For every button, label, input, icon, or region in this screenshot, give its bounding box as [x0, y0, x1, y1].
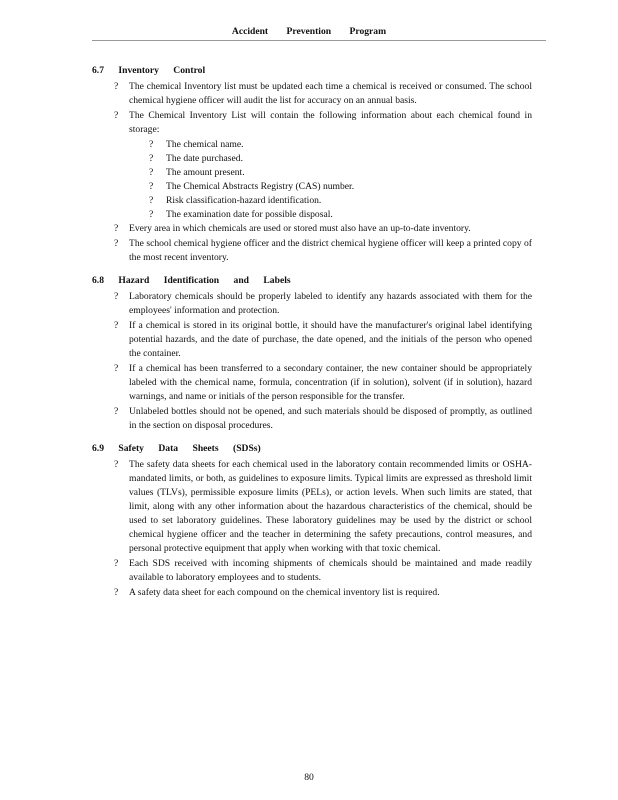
- sub-item-text: The chemical name.: [166, 139, 244, 150]
- sub-list-item: [92, 166, 532, 180]
- bullet-text: Unlabeled bottles should not be opened, and such materials should be disposed of promptly, as outlined in the section on disposal procedures.: [129, 406, 532, 431]
- bullet-icon: ?: [114, 223, 119, 234]
- bullet-icon: ?: [149, 181, 154, 192]
- sub-list-item: [92, 194, 532, 208]
- bullet-text: Each SDS received with incoming shipments of chemicals should be maintained and made readily available to laboratory employees and to students.: [129, 558, 532, 583]
- bullet-icon: ?: [114, 238, 119, 249]
- bullet-item: [92, 405, 532, 433]
- section-number: 6.7: [92, 65, 104, 76]
- bullet-text: If a chemical is stored in its original bottle, it should have the manufacturer's original label identifying potential hazards, and the date of purchase, the date opened, and the initials of the person who opened the container.: [129, 320, 532, 359]
- bullet-item: [92, 237, 532, 265]
- bullet-text: If a chemical has been transferred to a secondary container, the new container should be appropriately labeled with the chemical name, formula, concentration (if in solution), solvent (if in solution), hazard warnings, and name or initials of the person responsible for the transfer.: [129, 363, 532, 402]
- bullet-item: [92, 109, 532, 137]
- section-title: Inventory Control: [118, 65, 206, 76]
- sub-item-text: The amount present.: [166, 167, 245, 178]
- section-number: 6.8: [92, 275, 104, 286]
- page-number: 80: [304, 772, 314, 783]
- running-header: Accident Prevention Program: [231, 26, 387, 37]
- bullet-icon: ?: [149, 195, 154, 206]
- bullet-icon: ?: [114, 81, 119, 92]
- bullet-item: [92, 80, 532, 108]
- bullet-icon: ?: [114, 110, 119, 121]
- section-heading: [92, 274, 532, 288]
- sub-list-item: [92, 138, 532, 152]
- sub-list-item: [92, 208, 532, 222]
- sub-list-item: [92, 152, 532, 166]
- bullet-icon: ?: [114, 320, 119, 331]
- bullet-text: Laboratory chemicals should be properly labeled to identify any hazards associated with them for the employees' information and protection.: [129, 291, 532, 316]
- section-heading: [92, 442, 532, 456]
- sub-item-text: The Chemical Abstracts Registry (CAS) number.: [166, 181, 355, 192]
- section-title: Safety Data Sheets (SDSs): [118, 443, 261, 454]
- bullet-text: The safety data sheets for each chemical used in the laboratory contain recommended limits or OSHA-mandated limits, or both, as guidelines to exposure limits. Typical limits are expressed as threshold limit values (TLVs), permissible exposure limits (PELs), or action levels. When such limits are stated, that limit, along with any other information about the hazardous characteristics of the chemical, should be used to set laboratory guidelines. These laboratory guidelines may be used by the district or school chemical hygiene officer and the teacher in determining the safety precautions, control measures, and personal protective equipment that apply when working with that toxic chemical.: [129, 459, 532, 554]
- sub-list-item: [92, 180, 532, 194]
- bullet-item: [92, 290, 532, 318]
- section-inventory-control: [92, 64, 532, 265]
- page-body: [92, 64, 532, 609]
- bullet-icon: ?: [114, 406, 119, 417]
- bullet-text: The chemical Inventory list must be updated each time a chemical is received or consumed. The school chemical hygiene officer will audit the list for accuracy on an annual basis.: [129, 81, 532, 106]
- bullet-item: [92, 362, 532, 404]
- sub-item-text: The date purchased.: [166, 153, 243, 164]
- bullet-icon: ?: [149, 139, 154, 150]
- bullet-text: The school chemical hygiene officer and the district chemical hygiene officer will keep a printed copy of the most recent inventory.: [129, 238, 532, 263]
- header-rule: [92, 40, 546, 41]
- bullet-icon: ?: [149, 167, 154, 178]
- sub-item-text: Risk classification-hazard identification.: [166, 195, 322, 206]
- bullet-item: [92, 458, 532, 556]
- bullet-text: The Chemical Inventory List will contain the following information about each chemical found in storage:: [129, 110, 532, 135]
- section-heading: [92, 64, 532, 78]
- bullet-icon: ?: [114, 459, 119, 470]
- sub-item-text: The examination date for possible disposal.: [166, 209, 333, 220]
- bullet-icon: ?: [149, 153, 154, 164]
- bullet-item: [92, 557, 532, 585]
- section-number: 6.9: [92, 443, 104, 454]
- bullet-item: [92, 222, 532, 236]
- bullet-icon: ?: [114, 363, 119, 374]
- bullet-icon: ?: [114, 558, 119, 569]
- bullet-item: [92, 586, 532, 600]
- bullet-icon: ?: [114, 291, 119, 302]
- bullet-text: A safety data sheet for each compound on the chemical inventory list is required.: [129, 587, 440, 598]
- bullet-icon: ?: [149, 209, 154, 220]
- bullet-item: [92, 319, 532, 361]
- section-hazard-identification: [92, 274, 532, 433]
- bullet-text: Every area in which chemicals are used or stored must also have an up-to-date inventory.: [129, 223, 471, 234]
- section-safety-data-sheets: [92, 442, 532, 600]
- bullet-icon: ?: [114, 587, 119, 598]
- section-title: Hazard Identification and Labels: [118, 275, 291, 286]
